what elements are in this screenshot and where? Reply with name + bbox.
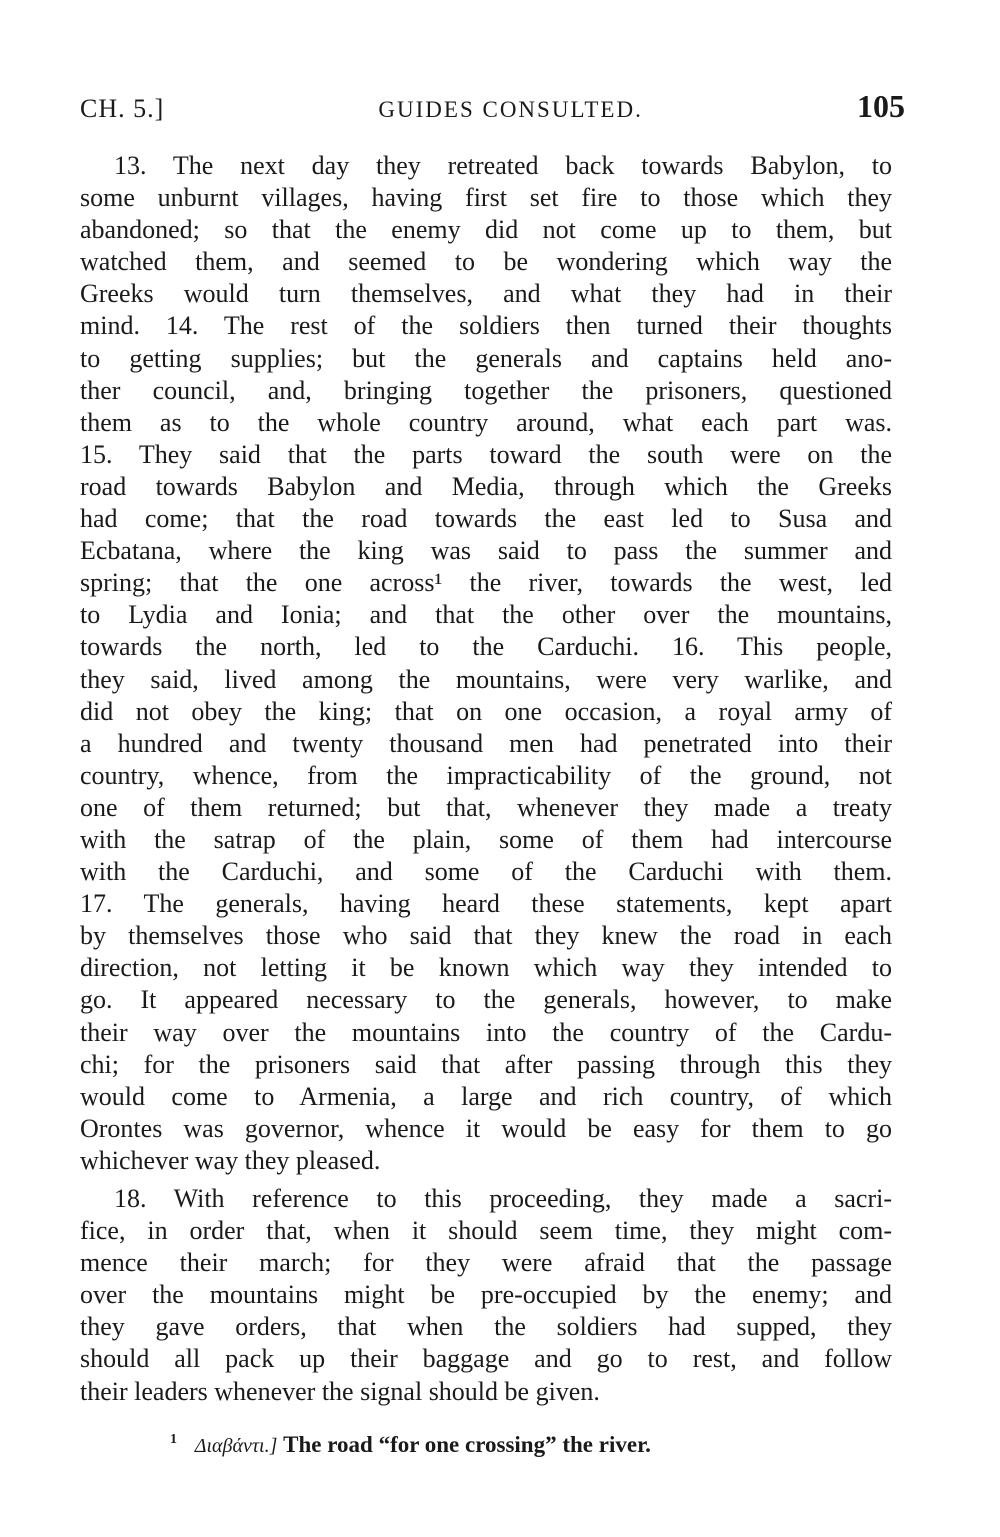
text-line: Ecbatana, where the king was said to pass the summer and <box>80 536 892 566</box>
text-line: a hundred and twenty thousand men had penetrated into their <box>80 728 892 758</box>
text-line: direction, not letting it be known which way they intended to <box>80 953 892 983</box>
footnote-greek-term: Διαβάντι.] <box>194 1435 278 1457</box>
main-text <box>80 150 892 1408</box>
text-line: their way over the mountains into the country of the Cardu- <box>80 1017 892 1047</box>
text-line: did not obey the king; that on one occasion, a royal army of <box>80 696 892 726</box>
text-line: mence their march; for they were afraid that the passage <box>80 1248 892 1278</box>
text-line: some unburnt villages, having first set fire to those which they <box>80 183 892 213</box>
text-line: spring; that the one across¹ the river, towards the west, led <box>80 568 892 598</box>
text-line: by themselves those who said that they knew the road in each <box>80 921 892 951</box>
text-line: go. It appeared necessary to the generals, however, to make <box>80 985 892 1015</box>
text-line: they said, lived among the mountains, were very warlike, and <box>80 664 892 694</box>
text-line: with the Carduchi, and some of the Carduchi with them. <box>80 857 892 887</box>
text-line: towards the north, led to the Carduchi. 16. This people, <box>80 632 892 662</box>
page-heading: GUIDES CONSULTED. <box>378 97 643 122</box>
text-line: ther council, and, bringing together the prisoners, questioned <box>80 375 892 405</box>
text-line: to getting supplies; but the generals and captains held ano- <box>80 343 892 373</box>
running-header <box>80 88 905 128</box>
text-line: 13. The next day they retreated back towards Babylon, to <box>114 151 892 180</box>
page-number: 105 <box>856 88 905 124</box>
text-line: Orontes was governor, whence it would be easy for them to go <box>80 1113 892 1143</box>
text-line: whichever way they pleased. <box>80 1145 381 1175</box>
text-line: to Lydia and Ionia; and that the other over the mountains, <box>80 600 892 630</box>
text-line: fice, in order that, when it should seem time, they might com- <box>80 1216 892 1246</box>
text-line: they gave orders, that when the soldiers had supped, they <box>80 1312 892 1342</box>
text-line: would come to Armenia, a large and rich country, of which <box>80 1081 892 1111</box>
text-line: watched them, and seemed to be wondering which way the <box>80 247 892 277</box>
text-line: over the mountains might be pre-occupied by the enemy; and <box>80 1280 892 1310</box>
text-line: abandoned; so that the enemy did not come up to them, but <box>80 215 892 245</box>
text-line: 18. With reference to this proceeding, they made a sacri- <box>114 1184 892 1213</box>
text-line: road towards Babylon and Media, through which the Greeks <box>80 471 892 501</box>
text-line: 17. The generals, having heard these statements, kept apart <box>80 889 892 919</box>
footnote <box>170 1432 651 1458</box>
text-line: their leaders whenever the signal should be given. <box>80 1376 600 1406</box>
text-line: them as to the whole country around, what each part was. <box>80 407 892 437</box>
text-line: country, whence, from the impracticability of the ground, not <box>80 760 892 790</box>
text-line: Greeks would turn themselves, and what they had in their <box>80 279 892 309</box>
paragraph-2 <box>80 1183 892 1408</box>
text-line: 15. They said that the parts toward the south were on the <box>80 439 892 469</box>
text-line: with the satrap of the plain, some of them had intercourse <box>80 824 892 854</box>
text-line: should all pack up their baggage and go to rest, and follow <box>80 1344 892 1374</box>
text-line: mind. 14. The rest of the soldiers then turned their thoughts <box>80 311 892 341</box>
chapter-reference: CH. 5.] <box>80 94 165 123</box>
footnote-text: The road “for one crossing” the river. <box>283 1432 651 1457</box>
text-line: one of them returned; but that, whenever they made a treaty <box>80 792 892 822</box>
footnote-marker: 1 <box>170 1432 177 1448</box>
text-line: chi; for the prisoners said that after passing through this they <box>80 1049 892 1079</box>
paragraph-1 <box>80 150 892 1177</box>
text-line: had come; that the road towards the east led to Susa and <box>80 504 892 534</box>
